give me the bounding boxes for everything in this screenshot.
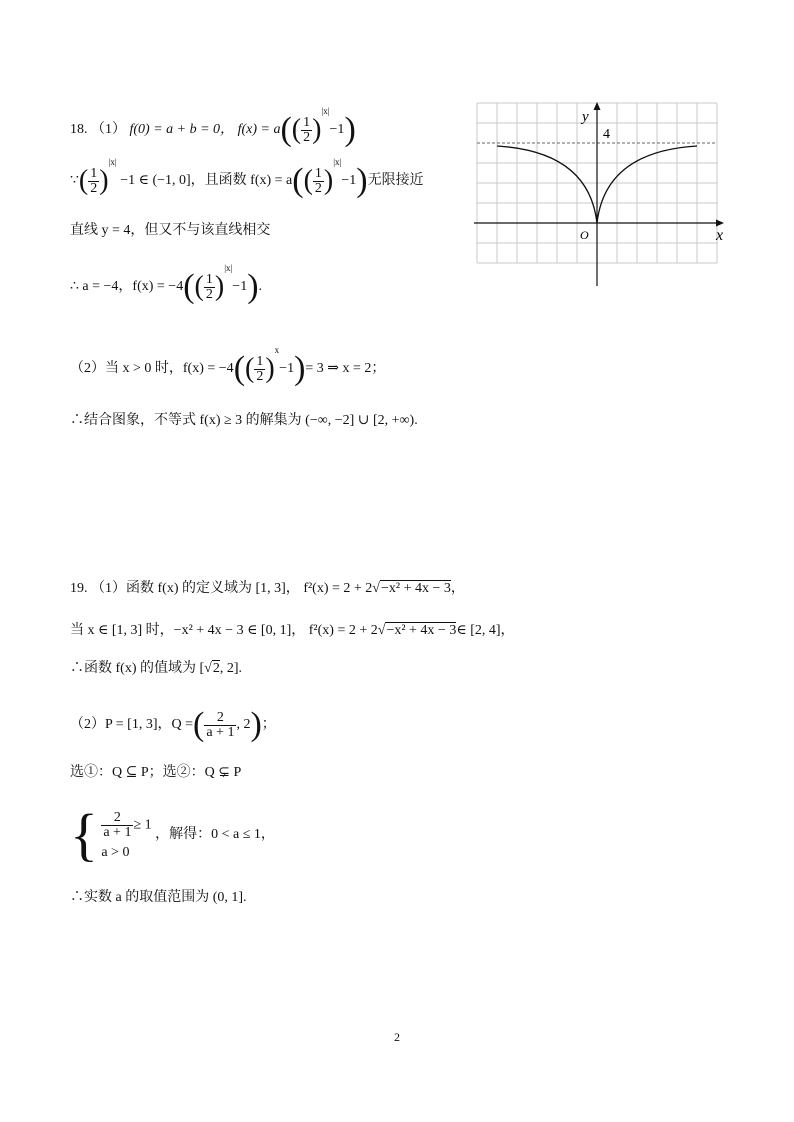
q19-system: { $\frac{2}{a + 1}$ ≥ 1 a > 0 ，解得：0 < a ≤ 1，: [70, 802, 275, 867]
q18-part2-text: （2）当 x > 0 时，f(x) = −4: [70, 361, 234, 377]
q18-eq-f0: f(0) = a + b = 0，: [129, 122, 235, 138]
sqrt-icon: √: [372, 581, 380, 596]
q18-eq-fx: f(x) = a: [237, 122, 281, 138]
q19-line1: 19. （1）函数 f(x) 的定义域为 [1, 3]， f²(x) = 2 + 2√−x² + 4x − 3，: [70, 581, 465, 596]
q18-line2-text: −1 ∈ (−1, 0]，且函数 f(x) = a: [120, 173, 293, 189]
x-axis-label: x: [716, 227, 724, 244]
q18-number: 18.: [70, 122, 88, 138]
y-axis-label: y: [582, 109, 589, 125]
curve-right: [597, 146, 697, 223]
q18-conclusion: ∴结合图象，不等式 f(x) ≥ 3 的解集为 (−∞, −2] ∪ [2, +∞).: [70, 413, 418, 428]
q18-line2: ∵( $\frac{1}{2}$ )$^{|x|}$ −1 ∈ (−1, 0]，且函数 f(x) = a(( $\frac{1}{2}$ )$^{|x|}$−1)无限接近: [70, 157, 424, 199]
paren-open-inner: (: [291, 114, 302, 145]
curve-left: [497, 146, 597, 223]
minus-one: −1: [329, 122, 345, 138]
frac-half-5: $\frac{1}{2}$: [256, 353, 264, 384]
q18-part1-label: （1）: [91, 122, 126, 138]
sqrt-icon: √: [204, 661, 212, 676]
q19-line4: （2）P = [1, 3]，Q =( $\frac{2}{a + 1}$ , 2)；: [70, 706, 276, 743]
q19-range-text: ∴函数 f(x) 的值域为 [: [70, 661, 205, 676]
q19-number: 19.: [70, 581, 88, 596]
frac-half: $\frac{1}{2}$: [303, 114, 311, 145]
q18-line1: 18. （1） f(0) = a + b = 0， f(x) = a(( $\frac{1}{2}$ )$^{|x|}$−1): [70, 106, 356, 148]
paren-open: (: [280, 111, 292, 148]
q19-line5: 选①：Q ⊆ P；选②：Q ⊊ P: [70, 765, 242, 780]
frac-half-4: $\frac{1}{2}$: [205, 271, 213, 302]
q18-line3: 直线 y = 4，但又不与该直线相交: [70, 223, 271, 238]
q19-line1-text: （1）函数 f(x) 的定义域为 [1, 3]，: [91, 581, 300, 596]
frac-half-3: $\frac{1}{2}$: [314, 165, 322, 196]
q18-line4: ∴ a = −4，f(x) = −4(( $\frac{1}{2}$ )$^{|x|}$−1).: [70, 263, 263, 305]
origin-label: O: [580, 228, 589, 242]
because-symbol: ∵: [70, 173, 79, 189]
brace-icon: {: [70, 802, 98, 867]
frac-2-over-a1: $\frac{2}{a + 1}$: [206, 709, 235, 740]
q19-line3: ∴函数 f(x) 的值域为 [√2, 2].: [70, 661, 243, 676]
page-number: 2: [394, 1030, 400, 1044]
frac-half-2: $\frac{1}{2}$: [90, 165, 98, 196]
q19-line2-text: 当 x ∈ [1, 3] 时，−x² + 4x − 3 ∈ [0, 1]，: [70, 623, 306, 638]
sqrt-icon: √: [377, 623, 386, 638]
q19-conclusion: ∴实数 a 的取值范围为 (0, 1].: [70, 890, 247, 905]
q18-part2-line: （2）当 x > 0 时，f(x) = −4(( $\frac{1}{2}$ )$^x$−1)= 3 ⇒ x = 2；: [70, 345, 386, 387]
q19-part2-text: （2）P = [1, 3]，Q =: [70, 717, 193, 733]
function-graph: [474, 100, 724, 290]
frac-system: $\frac{2}{a + 1}$: [103, 809, 132, 840]
paren-close: ): [344, 111, 356, 148]
q18-line2-tail: 无限接近: [367, 173, 424, 189]
q18-line4-text: ∴ a = −4，f(x) = −4: [70, 279, 184, 295]
exponent-abs-x: |x|: [321, 106, 330, 116]
q19-line2: 当 x ∈ [1, 3] 时，−x² + 4x − 3 ∈ [0, 1]， f²(x) = 2 + 2√−x² + 4x − 3∈ [2, 4]，: [70, 623, 515, 638]
y-tick-4: 4: [603, 127, 610, 142]
x-axis-arrow-icon: [716, 220, 724, 227]
